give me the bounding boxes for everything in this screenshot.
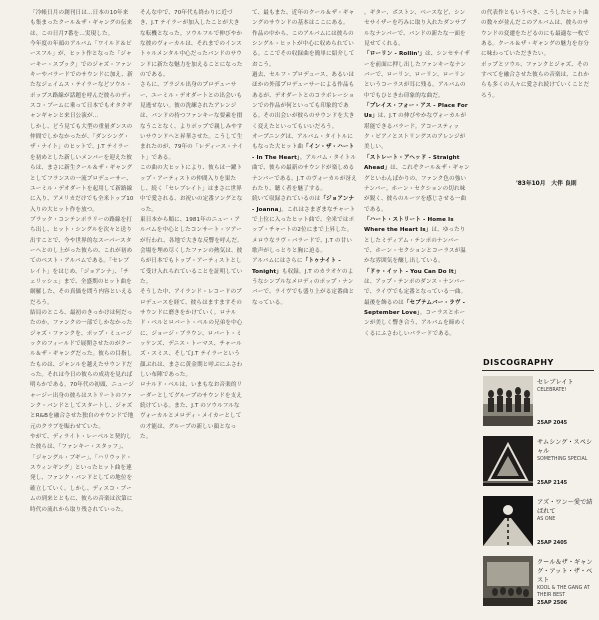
paragraph-lead: 続いて収録されているのは	[252, 196, 321, 203]
album-title-jp: セレブレイト	[537, 379, 574, 386]
song-title-in-the-heart: 「イン・ザ・ハート - In The Heart」	[252, 144, 355, 161]
paragraph-lead: オープニングは、アルバム・タイトルにもなった大ヒット曲	[252, 134, 354, 151]
song-title-straight-ahead: 「ストレート・アヘッド - Straight Ahead」	[364, 154, 460, 172]
paragraph: そんな中で、70年代も終わりに近づき、J.T テイラーが加入したことが大きな転機となった。ソウルフルで伸びやかな彼のヴォーカルは、それまでのインストゥルメンタル中心だったバンドのサウンドに新たな魅力を加えることになったのである。	[140, 10, 243, 79]
album-title-en: KOOL & THE GANG AT THEIR BEST	[537, 586, 590, 598]
album-title	[537, 378, 595, 394]
paragraph-body: は、ゆったりとしたミディアム・テンポのナンバーで、ホーン・セクションとコーラスが温かな雰囲気を醸し出している。	[364, 227, 466, 265]
paragraph	[252, 132, 357, 194]
album-title-en: AS ONE	[537, 517, 556, 522]
paragraph: 作品の中から、このアルバムには彼らのシングル・ヒットが中心に収められている。ここでその収録曲を簡単に紹介しておこう。	[252, 30, 355, 68]
paragraph	[364, 101, 470, 153]
paragraph: 過去、セルフ・プロデュース、あるいはほかの外部プロデューサーによる作品もあるが、デオダートとのコラボレーションでの作品が何といっても印象的である。その出会いが彼らのサウンドを大きく変えたといってもいいだろう。	[252, 72, 355, 130]
paragraph: て、最もまた、近年のクール＆ザ・ギャングのサウンドの基本はここにある。	[252, 10, 355, 27]
album-cover-best	[483, 556, 533, 606]
paragraph	[364, 267, 470, 298]
discography-album	[483, 556, 595, 616]
paragraph	[364, 298, 470, 339]
paragraph: そうした中、アイランド・レコードのプロデュースを経て、彼らはますますそのサウンドに磨きをかけていく。ロナルド・ベルとロバート・ベルの兄弟を中心に、ジョージ・ブラウン、ロバート・ミッケンズ、デニス・トーマス、チャールズ・スミス、そしてJ.T テイラーという顔ぶれは、まさに黄金期と呼ぶにふさわしい布陣であった。	[140, 289, 243, 379]
paragraph: ロナルド・ベルは、いまもなお音楽的リーダーとしてグループのサウンドを支え続けている。また、J.T のソウルフルなヴォーカルとメロディ・メイカーとしての才能は、グループの新しい顔となった。	[140, 382, 243, 441]
song-title-you-can-do-it: 「ドゥ・イット - You Can Do It」	[364, 268, 460, 275]
album-title	[537, 558, 595, 599]
text-column-4	[364, 8, 470, 614]
discography-album	[483, 436, 595, 496]
paragraph-body: は、シンセサイザーを前面に押し出したファンキーなナンバーで、ローリン、ローリン、ローリンというコーラスが耳に残る。アルバムの中でもひときわ印象的な曲だ。	[364, 51, 470, 99]
paragraph: 。ギター、ボストン、ベースなど、シンセサイザーを巧みに取り入れたダンサブルなナンバーで、バンドの新たな一面を見せてくれる。	[364, 10, 467, 48]
paragraph: 結局のところ、最初のきっかけは何だったのか。ファンクの一部でしかなかったジャズ・ファンクを、ポップ・ミュージックのフィールドで展開させたのがクール＆ザ・ギャングだった。彼らの目指したものは、ジャンルを越えたサウンドだった。それは今日の彼らの成功を見れば明らかである。70年代の初頭、ニュージャージー出身の彼らはストリートのファンク・バンドとしてスタートし、ジャズとR&Bを融合させた独自のサウンドで地元のクラブを賑わせていた。	[30, 309, 134, 430]
paragraph: 「冷帳日月の創刊日は…日本の10年来も集まったクール＆ザ・ギャングの伝来は、この日月7番を…実現した。	[30, 10, 133, 37]
album-cover-something-special	[483, 436, 533, 486]
paragraph-body: 。アルバム・タイトル曲で、彼らの最新のサウンドが楽しめるナンバーである。J.T のヴォーカルが冴えわたり、聴く者を魅了する。	[252, 154, 357, 192]
album-catalog-number: 25AP 2045	[537, 420, 568, 426]
song-title-september-love: 「セプテムバー・ラヴ - September Love」	[364, 299, 465, 316]
paragraph: ブラック・コンテンポラリーの路線を打ち出し、ヒット・シングルを次々と送り出すことで、今や世界的なスーパースターへとのし上がった彼らの、これが初めてのベスト・アルバムである。「セレブレイト」をはじめ、「ジョアンナ」、「チェリッシュ」まで、全盛期のヒット曲を網羅した、その真価を問う内容といえるだろう。	[30, 216, 133, 306]
paragraph: やがて、ディライト・レーベルと契約した彼らは、「ファンキー・スタッフ」、「ジャングル・ブギー」、「ハリウッド・スウィンギング」といったヒット曲を連発し、ファンク・バンドとしての地位を確立していく。しかし、ディスコ・ブームの到来とともに、彼らの音楽は次第に時代の流れから取り残されていった。	[30, 434, 133, 513]
paragraph: 東日本から順に、1981年のニュー・アルバムを中心としたコンサート・ツアーが行われ、各地で大きな反響を呼んだ。会場を埋め尽くしたファンの熱気は、彼らが日本でもトップ・アーティストとして受け入れられていることを証明していた。	[140, 216, 243, 285]
album-title	[537, 438, 595, 463]
paragraph-body: は、これぞクール＆ザ・ギャングといわんばかりの、ファンク色の強いナンバー。ホーン・セクションの切れ味が鋭く、彼らのルーツを感じさせる一曲である。	[364, 165, 470, 213]
paragraph	[364, 153, 470, 215]
song-title-joanna: 「ジョアンナ - Joanna」	[252, 196, 355, 213]
paragraph-body: 。これはさまざまなチャートで上位に入ったヒット曲で、全米ではポップ・チャートの2位にまで上昇した。メロウなラヴ・バラードで、J.T の甘い歌声がしっとりと胸に迫る。	[252, 206, 356, 254]
paragraph: ポップとソウル、ファンクとジャズ、そのすべてを融合させた彼らの音楽は、これからも多くの人々に愛され続けていくことだろう。	[481, 61, 590, 99]
text-column-2	[140, 8, 243, 614]
discography-heading: DISCOGRAPHY	[483, 358, 554, 367]
album-title-en: CELEBRATE!	[537, 388, 567, 393]
discography-album	[483, 376, 595, 436]
paragraph: しかし、どう見ても大型の重量ダンスの仲間でしかなかったが、「ダンシング・ザ・ナイト」のヒットで、J.T テイラーを初めとした新しいメンバーを迎えた彼らは、まさに新生クール＆ザ・ギャングとしてフランスの一流プロデューサー、ユーミル・デオダートを起用して新路線に入り、アメリカだけでも全米トップ10入りの大ヒット作を放つ。	[30, 123, 134, 213]
date-signature: '83年10月 大伴 良則	[516, 181, 577, 187]
paragraph: 今年度の年頭のアルバム「ワイルド＆ピースフル」が、ヒット作となった「ジャーキー・スプック」でのジャズ・ファンキーやバラードでのサウンドに加え、新たなジェイムス・テイラーなどソウル・ポップス路線が話題を呼んだ彼らのディスコ・ブームに乗って日本でもオタクギャンギャンと来日公演が…	[30, 41, 133, 120]
song-title-rollin: 「ローリン - Rollin'」	[364, 51, 425, 58]
text-column-1	[30, 8, 134, 614]
text-column-3	[252, 8, 357, 614]
album-title-jp: クール＆ザ・ギャング・アット・ザ・ベスト	[537, 559, 593, 584]
album-title-jp: アズ・ワン〜愛で結ばれて	[537, 499, 593, 515]
paragraph	[252, 256, 357, 308]
paragraph	[364, 215, 470, 267]
paragraph	[364, 49, 470, 101]
text-column-5	[481, 8, 591, 178]
paragraph	[252, 194, 357, 256]
paragraph-body: は、J.T の伸びやかなヴォーカルが堪能できるバラード。アコースティック・ピアノとストリングスのアレンジが美しい。	[364, 113, 467, 151]
paragraph-lead: 最後を飾るのは	[364, 299, 404, 306]
paragraph-body: 。コーラスとホーンが美しく響き合う、アルバムを締めくくるにふさわしいバラードである。	[364, 309, 466, 337]
song-title-tonight: 「トゥナイト - Tonight」	[252, 258, 341, 275]
paragraph-body: は、アップ・テンポのダンス・ナンバーで、ライヴでも定番となっている一曲。	[364, 278, 467, 296]
album-title-en: SOMETHING SPECIAL	[537, 457, 588, 462]
album-catalog-number: 25AP 2145	[537, 480, 568, 486]
song-title-place-for-us: 「プレイス・フォー・アス - Place For Us」	[364, 103, 468, 120]
album-cover-celebrate	[483, 376, 533, 426]
paragraph-body: も収録。J.T のカラオケのようなシンプルなメロディのポップ・ナンバーで、ライヴでも盛り上がる定番曲となっている。	[252, 268, 355, 306]
paragraph: さらに、ブラジル出身のプロデューサー、ユーミル・デオダートとの出会いも見逃せない。彼の洗練されたアレンジは、バンドの持つファンキーな要素を損なうことなく、よりポップで親しみやすいサウンドへと昇華させた。こうして生まれたのが、79年の「レディース・ナイト」である。	[140, 82, 243, 161]
song-title-home-is-where-the-heart-is: 「ハート・ストリート - Home Is Where the Heart Is」	[364, 216, 454, 234]
album-title-jp: サムシング・スペシャル	[537, 439, 593, 455]
album-catalog-number: 25AP 2506	[537, 600, 568, 606]
discography-divider	[482, 370, 594, 371]
paragraph-lead: アルバムにはさらに	[252, 258, 303, 265]
paragraph: の代表作ともいうべき、こうしたヒット曲の数々が並んだこのアルバムは、彼らのサウンドの変遷をたどるのにも最適な一枚である。クール＆ザ・ギャングの魅力を存分に味わっていただきたい。	[481, 10, 590, 58]
discography-album	[483, 496, 595, 556]
album-catalog-number: 25AP 2405	[537, 540, 568, 546]
paragraph: この曲の大ヒットにより、彼らは一躍トップ・アーティストの仲間入りを果たし、続く「セレブレイト」はまさに世界中で愛される、お祝いの定番ソングとなった。	[140, 165, 243, 213]
album-cover-as-one	[483, 496, 533, 546]
album-title	[537, 498, 595, 523]
